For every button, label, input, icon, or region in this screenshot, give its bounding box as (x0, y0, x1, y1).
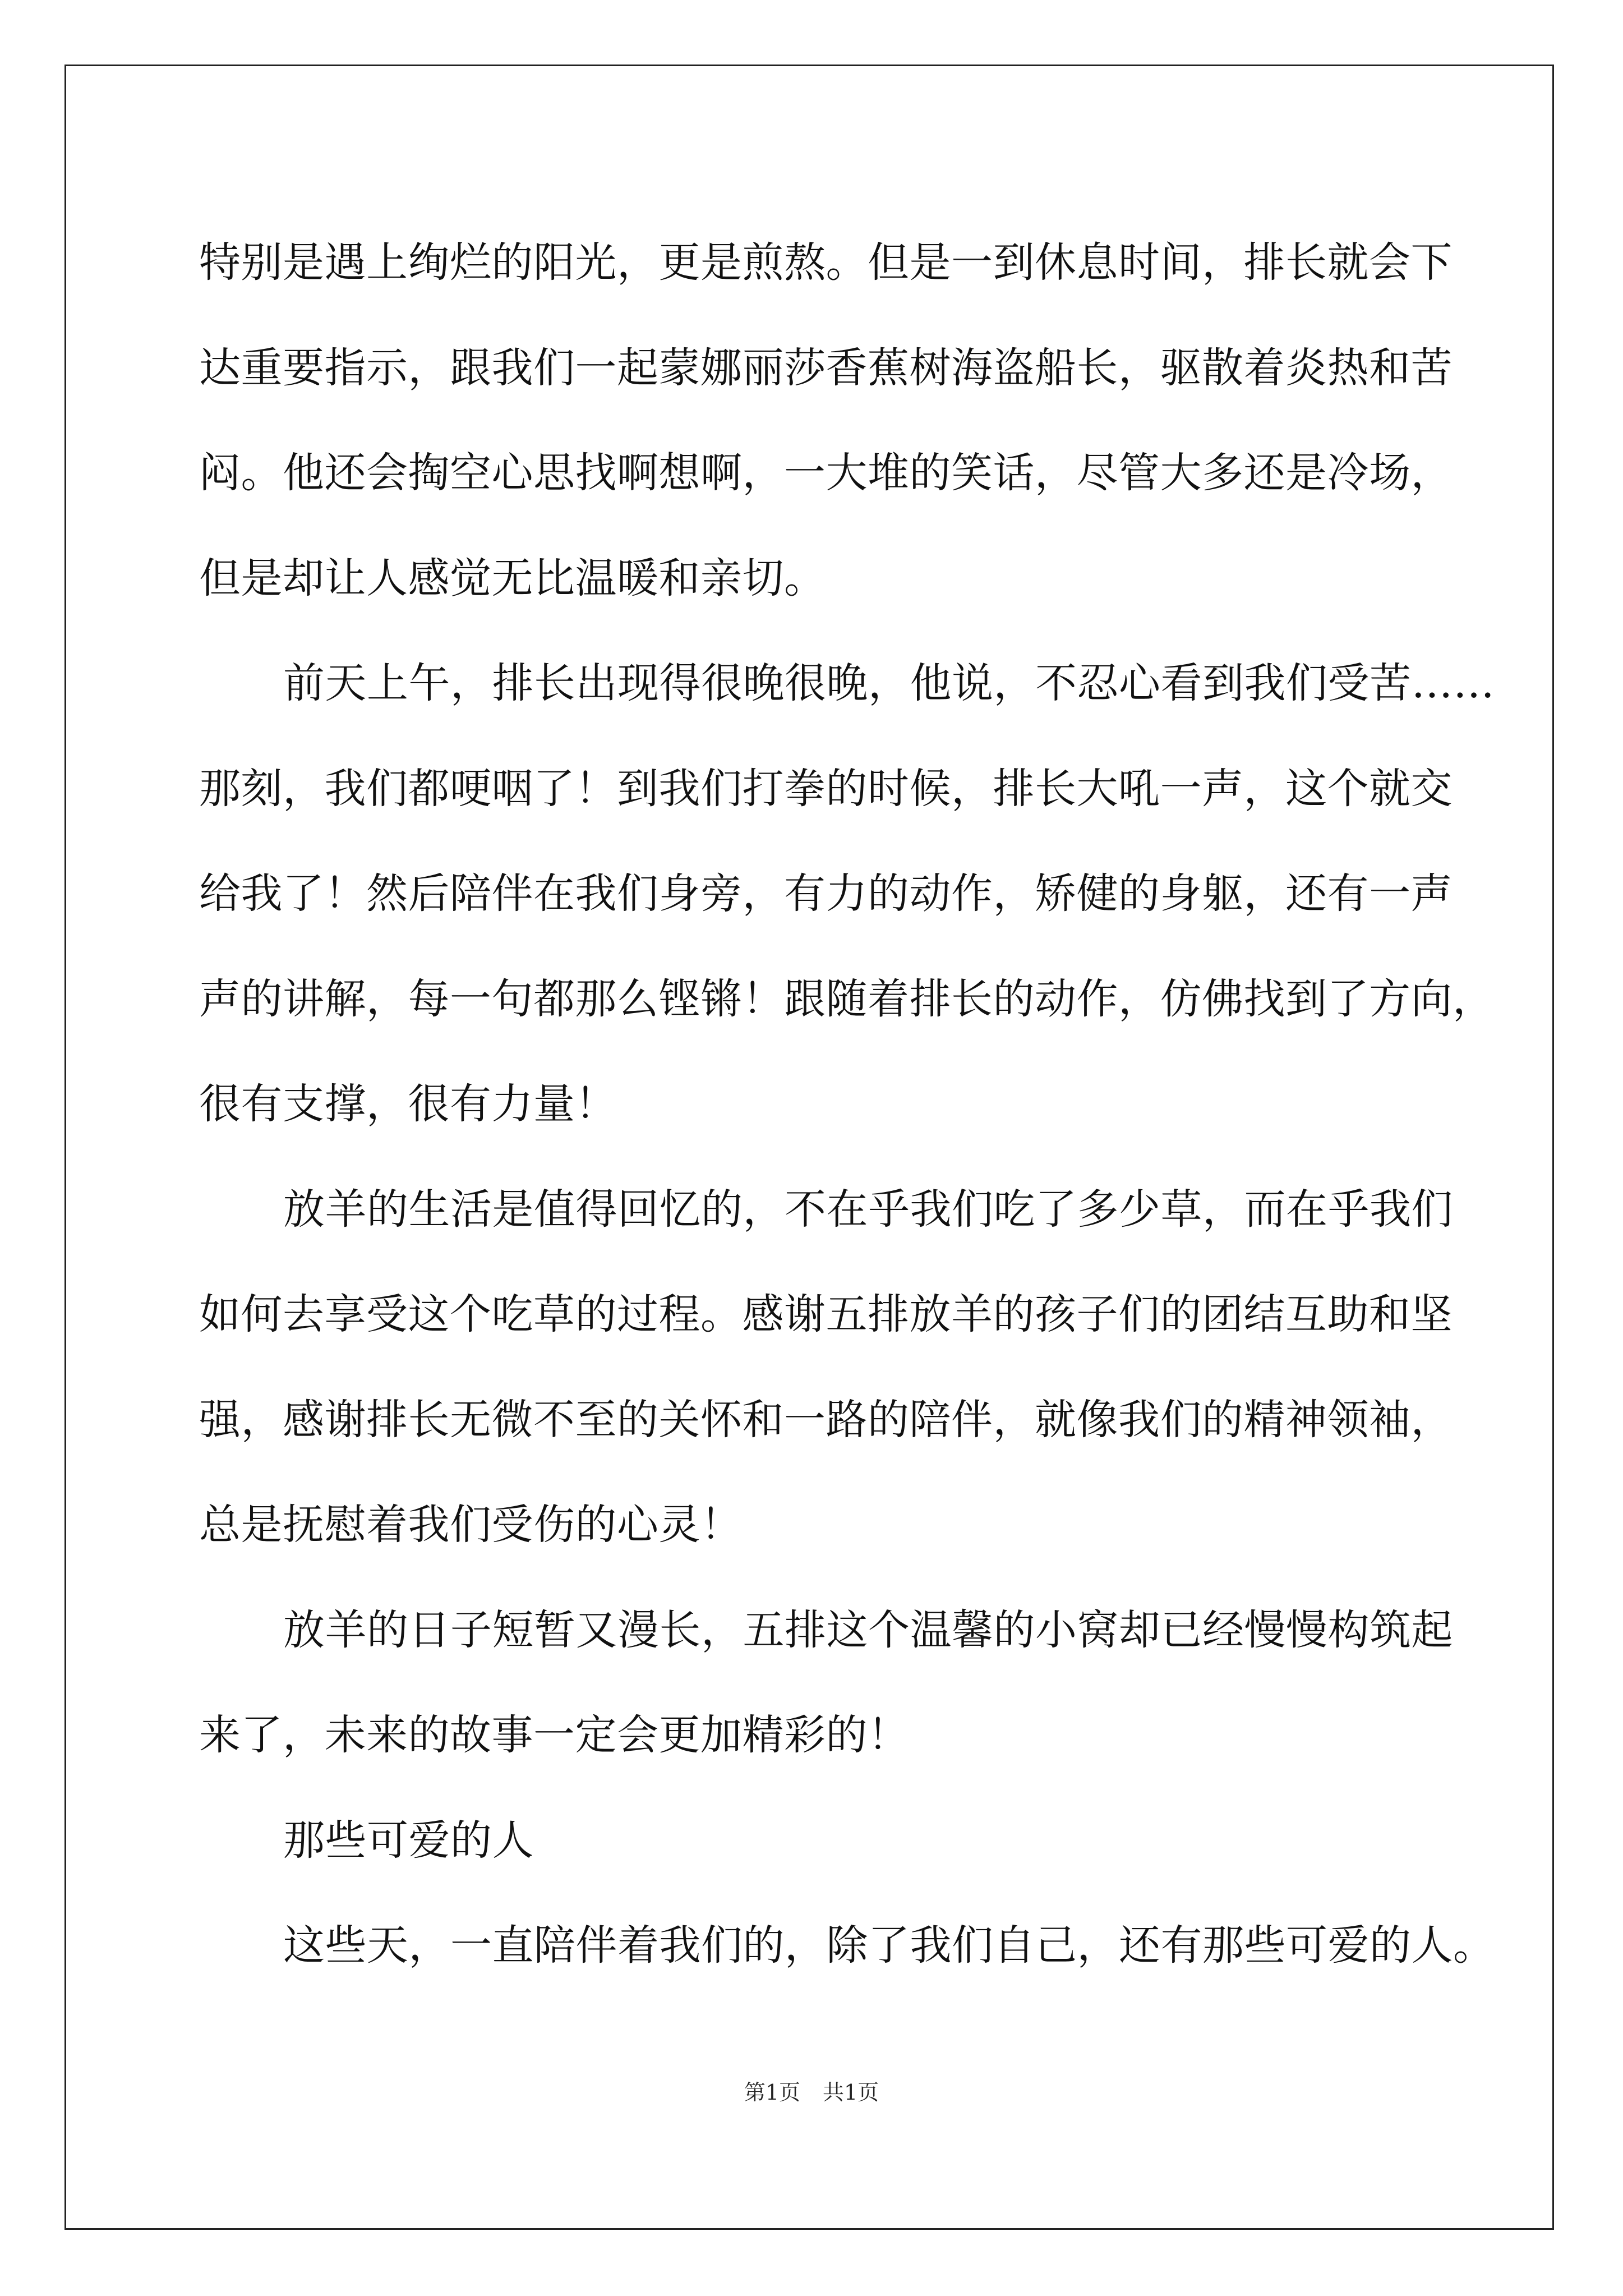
text-line-15: 来了，未来的故事一定会更加精彩的！ (199, 1711, 910, 1759)
text-line-7: 给我了！然后陪伴在我们身旁，有力的动作，矫健的身躯，还有一声 (199, 869, 1453, 918)
text-line-17: 这些天，一直陪伴着我们的，除了我们自己，还有那些可爱的人。 (283, 1921, 1495, 1970)
text-line-1: 特别是遇上绚烂的阳光，更是煎熬。但是一到休息时间，排长就会下 (199, 238, 1453, 287)
text-line-12: 强，感谢排长无微不至的关怀和一路的陪伴，就像我们的精神领袖， (199, 1395, 1453, 1444)
text-line-5: 前天上午，排长出现得很晚很晚，他说，不忍心看到我们受苦…… (283, 659, 1495, 707)
text-line-13: 总是抚慰着我们受伤的心灵！ (199, 1501, 743, 1549)
text-line-14: 放羊的日子短暂又漫长，五排这个温馨的小窝却已经慢慢构筑起 (283, 1605, 1453, 1654)
page-total: 共1页 (823, 2080, 879, 2105)
text-line-8: 声的讲解，每一句都那么铿锵！跟随着排长的动作，仿佛找到了方向， (199, 974, 1495, 1023)
page-number: 第1页 (744, 2080, 800, 2105)
text-line-4: 但是却让人感觉无比温暖和亲切。 (199, 554, 826, 602)
text-line-11: 如何去享受这个吃草的过程。感谢五排放羊的孩子们的团结互助和坚 (199, 1290, 1453, 1338)
section-heading: 那些可爱的人 (283, 1816, 534, 1865)
page-footer (0, 2078, 1623, 2106)
text-line-3: 闷。他还会掏空心思找啊想啊，一大堆的笑话，尽管大多还是冷场， (199, 449, 1453, 497)
document-body (199, 210, 1495, 1999)
text-line-10: 放羊的生活是值得回忆的，不在乎我们吃了多少草，而在乎我们 (283, 1185, 1453, 1234)
text-line-9: 很有支撑，很有力量！ (199, 1080, 617, 1128)
text-line-6: 那刻，我们都哽咽了！到我们打拳的时候，排长大吼一声，这个就交 (199, 764, 1453, 813)
text-line-2: 达重要指示，跟我们一起蒙娜丽莎香蕉树海盗船长，驱散着炎热和苦 (199, 343, 1453, 392)
